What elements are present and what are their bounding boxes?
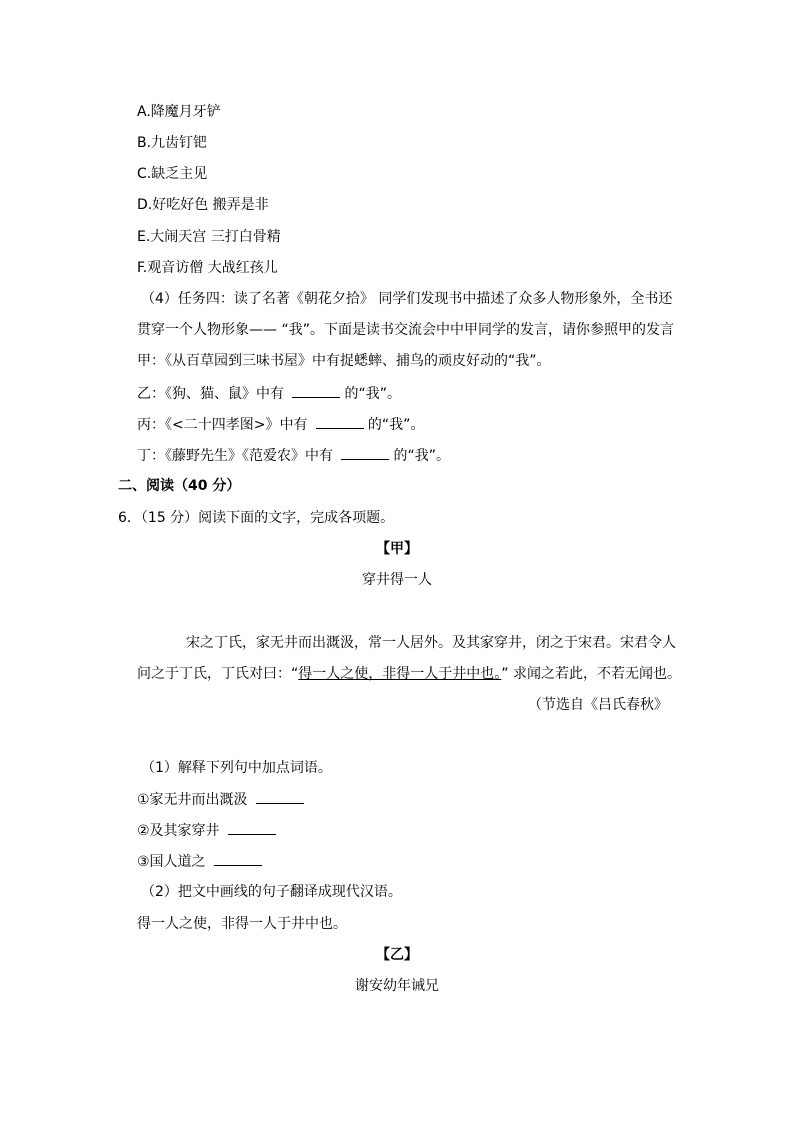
answer-blank[interactable]: [228, 820, 276, 835]
sub1-item-3: [137, 851, 266, 871]
task4-line1: （4）任务四：读了名著《朝花夕拾》 同学们发现书中描述了众多人物形象外，全书还: [141, 291, 673, 307]
answer-blank[interactable]: [292, 383, 340, 398]
answer-blank[interactable]: [316, 414, 364, 429]
task4-ding: [137, 445, 450, 465]
section-heading: 二、阅读（40 分）: [118, 478, 241, 494]
passage-jia-label: 【甲】: [376, 541, 418, 557]
task4-yi-suffix: 的“我”。: [344, 386, 401, 402]
item-text: ③国人道之: [137, 854, 211, 870]
passage-yi-label: 【乙】: [376, 947, 418, 963]
task4-jia: 甲：《从百草园到三味书屋》中有捉蟋蟀、捕鸟的顽皮好动的“我”。: [137, 353, 551, 369]
passage-text: ” 求闻之若此，不若无闻也。: [501, 666, 681, 682]
task4-bing-suffix: 的“我”。: [367, 417, 425, 433]
passage-text: 问之于丁氏，丁氏对曰：“: [137, 666, 299, 682]
answer-blank[interactable]: [214, 851, 262, 866]
task4-yi: [137, 383, 401, 403]
item-text: ①家无井而出溉汲: [137, 792, 253, 808]
sub-question-1: （1）解释下列句中加点词语。: [141, 760, 332, 776]
sub1-item-2: [137, 820, 280, 840]
option-f: F.观音访僧 大战红孩儿: [137, 260, 278, 276]
task4-ding-text: 丁：《藤野先生》《范爱农》中有: [137, 448, 338, 464]
task4-bing: [137, 414, 424, 434]
task4-ding-suffix: 的“我”。: [393, 448, 450, 464]
item-text: ②及其家穿井: [137, 823, 225, 839]
translate-sentence: 得一人之使，非得一人于井中也。: [137, 916, 347, 932]
underlined-sentence: 得一人之使，非得一人于井中也。: [298, 666, 502, 682]
passage-jia-p2: [137, 664, 681, 684]
option-a: A.降魔月牙铲: [137, 104, 221, 120]
passage-source: （节选自《吕氏春秋》: [528, 697, 668, 713]
option-b: B.九齿钉钯: [137, 135, 208, 151]
question-6-intro: 6．（15 分）阅读下面的文字，完成各项题。: [118, 510, 395, 526]
answer-blank[interactable]: [341, 445, 389, 460]
answer-blank[interactable]: [256, 789, 304, 804]
option-c: C.缺乏主见: [137, 166, 208, 182]
option-e: E.大闹天宫 三打白骨精: [137, 229, 281, 245]
sub-question-2: （2）把文中画线的句子翻译成现代汉语。: [141, 884, 402, 900]
passage-jia-title: 穿井得一人: [362, 572, 432, 588]
task4-line2: 贯穿一个人物形象—— “我”。下面是读书交流会中中甲同学的发言，请你参照甲的发言: [137, 322, 674, 338]
passage-jia-p1: 宋之丁氏，家无井而出溉汲，常一人居外。及其家穿井，闭之于宋君。宋君令人: [186, 635, 676, 651]
task4-yi-text: 乙：《狗、猫、鼠》中有: [137, 386, 289, 402]
sub1-item-1: [137, 789, 308, 809]
passage-yi-title: 谢安幼年诫兄: [355, 978, 439, 994]
task4-bing-text: 丙：《<二十四孝图>》中有: [137, 417, 312, 433]
option-d: D.好吃好色 搬弄是非: [137, 197, 269, 213]
